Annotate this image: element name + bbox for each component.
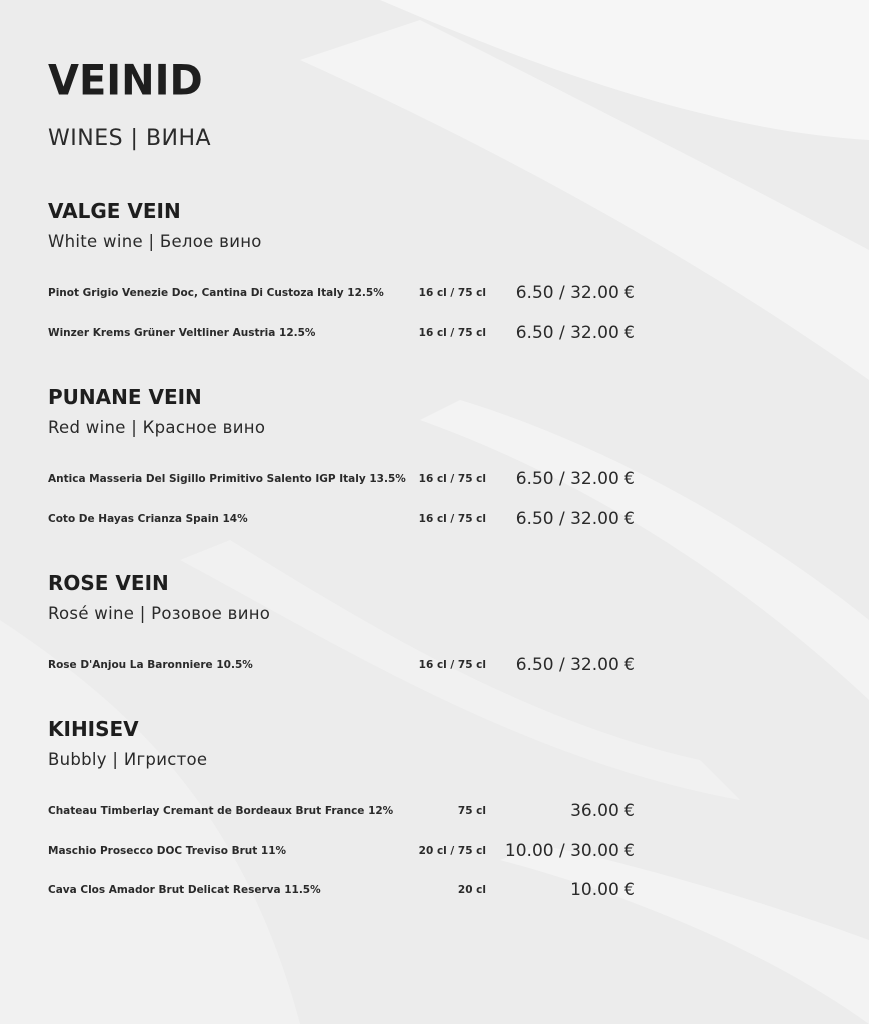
item-volume: 16 cl / 75 cl <box>418 473 486 485</box>
item-volume: 16 cl / 75 cl <box>418 327 486 339</box>
item-name: Chateau Timberlay Cremant de Bordeaux Brut France 12% <box>48 805 394 817</box>
item-name: Cava Clos Amador Brut Delicat Reserva 11.5% <box>48 884 321 896</box>
item-price: 6.50 / 32.00 € <box>515 509 635 529</box>
item-price: 6.50 / 32.00 € <box>515 283 635 303</box>
menu-item <box>0 285 869 309</box>
section-subtitle: White wine | Белое вино <box>48 232 262 251</box>
item-name: Maschio Prosecco DOC Treviso Brut 11% <box>48 845 287 857</box>
menu-item <box>0 657 869 681</box>
menu-item <box>0 803 869 827</box>
section-subtitle: Rosé wine | Розовое вино <box>48 604 271 623</box>
section-title: PUNANE VEIN <box>48 385 202 409</box>
item-name: Pinot Grigio Venezie Doc, Cantina Di Custoza Italy 12.5% <box>48 287 384 299</box>
item-name: Coto De Hayas Crianza Spain 14% <box>48 513 248 525</box>
menu-item <box>0 511 869 535</box>
section-title: VALGE VEIN <box>48 199 181 223</box>
section-subtitle: Red wine | Красное вино <box>48 418 266 437</box>
page-subtitle: WINES | ВИНА <box>48 126 212 151</box>
menu-item <box>0 325 869 349</box>
item-price: 6.50 / 32.00 € <box>515 323 635 343</box>
item-price: 6.50 / 32.00 € <box>515 469 635 489</box>
item-name: Antica Masseria Del Sigillo Primitivo Salento IGP Italy 13.5% <box>48 473 406 485</box>
menu-item <box>0 471 869 495</box>
item-volume: 20 cl / 75 cl <box>418 845 486 857</box>
item-price: 10.00 € <box>570 880 635 900</box>
section-title: KIHISEV <box>48 717 139 741</box>
page-title: VEINID <box>48 56 203 106</box>
item-price: 6.50 / 32.00 € <box>515 655 635 675</box>
menu-item <box>0 882 869 906</box>
item-name: Rose D'Anjou La Baronniere 10.5% <box>48 659 253 671</box>
item-volume: 16 cl / 75 cl <box>418 287 486 299</box>
menu-item <box>0 843 869 867</box>
item-name: Winzer Krems Grüner Veltliner Austria 12.5% <box>48 327 316 339</box>
item-price: 10.00 / 30.00 € <box>504 841 635 861</box>
item-price: 36.00 € <box>570 801 635 821</box>
item-volume: 75 cl <box>457 805 486 817</box>
item-volume: 20 cl <box>457 884 486 896</box>
section-subtitle: Bubbly | Игристое <box>48 750 208 769</box>
item-volume: 16 cl / 75 cl <box>418 513 486 525</box>
section-title: ROSE VEIN <box>48 571 169 595</box>
item-volume: 16 cl / 75 cl <box>418 659 486 671</box>
